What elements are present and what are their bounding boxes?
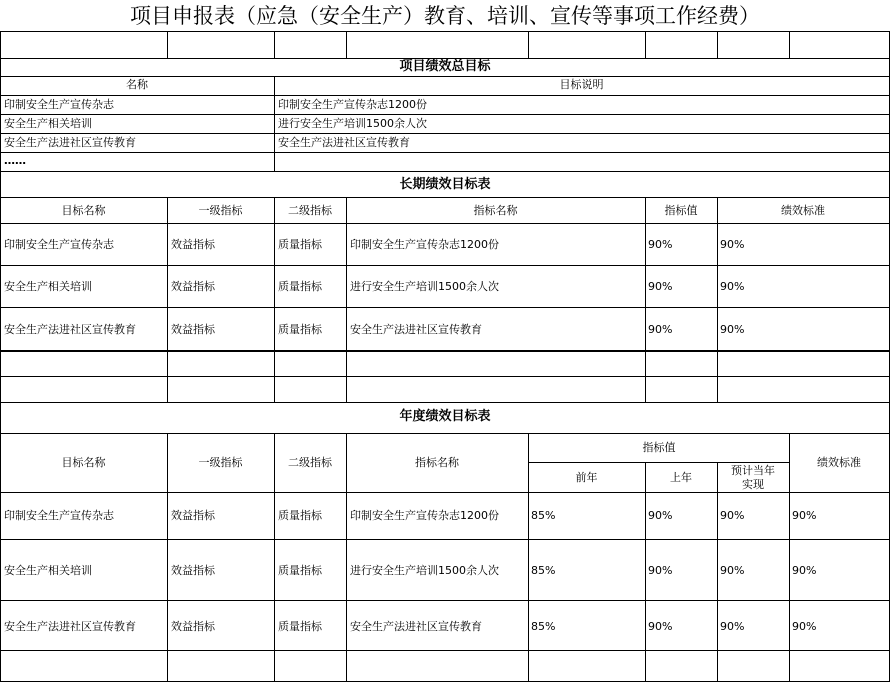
longterm-cell-indicator: 安全生产法进社区宣传教育: [350, 323, 482, 336]
grid-line: [0, 152, 890, 153]
grid-line: [0, 492, 890, 493]
annual-cell-goal: 安全生产法进社区宣传教育: [4, 620, 136, 633]
longterm-header-level2: 二级指标: [288, 204, 332, 217]
overall-ellipsis: ……: [4, 154, 26, 167]
annual-header-level1: 一级指标: [198, 456, 243, 469]
overall-row-name: 印制安全生产宣传杂志: [4, 98, 114, 111]
annual-header-expected: 实现: [742, 478, 764, 491]
annual-header-goal: 目标名称: [61, 456, 106, 469]
longterm-cell-standard: 90%: [720, 238, 745, 251]
annual-cell-level2: 质量指标: [278, 564, 322, 577]
grid-line: [0, 307, 890, 308]
grid-line: [0, 539, 890, 540]
longterm-header-indicator: 指标名称: [473, 204, 518, 217]
annual-header-level2: 二级指标: [288, 456, 332, 469]
longterm-header-level1: 一级指标: [198, 204, 243, 217]
annual-header-standard: 绩效标准: [817, 456, 861, 469]
overall-row-desc: 进行安全生产培训1500余人次: [278, 117, 427, 130]
longterm-cell-value: 90%: [648, 238, 673, 251]
annual-cell-expected: 90%: [720, 564, 745, 577]
annual-cell-level1: 效益指标: [171, 564, 215, 577]
longterm-cell-value: 90%: [648, 280, 673, 293]
grid-line: [0, 223, 890, 224]
annual-cell-expected: 90%: [720, 620, 745, 633]
longterm-header-value: 指标值: [664, 204, 698, 217]
grid-line: [717, 197, 718, 402]
overall-col-name: 名称: [126, 78, 148, 91]
longterm-cell-level1: 效益指标: [171, 238, 215, 251]
grid-line: [0, 114, 890, 115]
grid-line: [528, 31, 529, 58]
annual-cell-level2: 质量指标: [278, 509, 322, 522]
longterm-cell-value: 90%: [648, 323, 673, 336]
annual-cell-indicator: 印制安全生产宣传杂志1200份: [350, 509, 499, 522]
annual-header-last-year: 上年: [670, 471, 692, 484]
grid-line: [789, 433, 790, 682]
grid-line: [346, 433, 347, 682]
longterm-cell-level1: 效益指标: [171, 280, 215, 293]
annual-cell-level1: 效益指标: [171, 620, 215, 633]
longterm-cell-goal: 安全生产法进社区宣传教育: [4, 323, 136, 336]
grid-line: [645, 31, 646, 58]
grid-line: [167, 433, 168, 682]
grid-line: [346, 197, 347, 402]
annual-cell-goal: 印制安全生产宣传杂志: [4, 509, 114, 522]
annual-cell-level2: 质量指标: [278, 620, 322, 633]
grid-line: [0, 197, 890, 198]
longterm-cell-indicator: 进行安全生产培训1500余人次: [350, 280, 499, 293]
annual-cell-indicator: 进行安全生产培训1500余人次: [350, 564, 499, 577]
annual-header-value-group: 指标值: [642, 441, 676, 454]
longterm-goal-heading: 长期绩效目标表: [399, 177, 491, 192]
grid-line: [717, 462, 718, 682]
longterm-cell-level1: 效益指标: [171, 323, 215, 336]
longterm-cell-indicator: 印制安全生产宣传杂志1200份: [350, 238, 499, 251]
longterm-cell-level2: 质量指标: [278, 238, 322, 251]
grid-line: [274, 197, 275, 402]
overall-row-desc: 印制安全生产宣传杂志1200份: [278, 98, 427, 111]
annual-cell-standard: 90%: [792, 509, 817, 522]
overall-row-name: 安全生产相关培训: [4, 117, 92, 130]
grid-line: [0, 350, 890, 352]
annual-cell-indicator: 安全生产法进社区宣传教育: [350, 620, 482, 633]
grid-line: [0, 31, 1, 682]
annual-cell-level1: 效益指标: [171, 509, 215, 522]
grid-line: [0, 433, 890, 434]
longterm-cell-standard: 90%: [720, 323, 745, 336]
annual-header-indicator: 指标名称: [415, 456, 459, 469]
grid-line: [0, 265, 890, 266]
overall-row-name: 安全生产法进社区宣传教育: [4, 136, 136, 149]
annual-cell-prev-year: 85%: [531, 564, 556, 577]
annual-cell-goal: 安全生产相关培训: [4, 564, 92, 577]
grid-line: [0, 133, 890, 134]
longterm-header-goal: 目标名称: [61, 204, 106, 217]
grid-line: [645, 197, 646, 402]
annual-cell-last-year: 90%: [648, 620, 673, 633]
longterm-header-standard: 绩效标准: [781, 204, 825, 217]
annual-cell-last-year: 90%: [648, 564, 673, 577]
annual-goal-heading: 年度绩效目标表: [399, 409, 491, 424]
grid-line: [167, 197, 168, 402]
overall-goal-heading: 项目绩效总目标: [399, 59, 491, 74]
grid-line: [0, 171, 890, 172]
grid-line: [274, 433, 275, 682]
grid-line: [167, 31, 168, 58]
annual-cell-prev-year: 85%: [531, 620, 556, 633]
grid-line: [717, 31, 718, 58]
annual-cell-standard: 90%: [792, 620, 817, 633]
grid-line: [0, 31, 890, 32]
grid-line: [0, 76, 890, 77]
grid-line: [528, 462, 790, 463]
grid-line: [0, 376, 890, 377]
longterm-cell-goal: 安全生产相关培训: [4, 280, 92, 293]
grid-line: [0, 600, 890, 601]
grid-line: [274, 31, 275, 58]
grid-line: [0, 402, 890, 403]
annual-cell-expected: 90%: [720, 509, 745, 522]
overall-row-desc: 安全生产法进社区宣传教育: [278, 136, 410, 149]
annual-cell-prev-year: 85%: [531, 509, 556, 522]
longterm-cell-goal: 印制安全生产宣传杂志: [4, 238, 114, 251]
grid-line: [0, 95, 890, 96]
overall-col-desc: 目标说明: [559, 78, 604, 91]
longterm-cell-level2: 质量指标: [278, 323, 322, 336]
annual-header-expected: 预计当年: [731, 464, 775, 477]
grid-line: [789, 31, 790, 58]
grid-line: [645, 462, 646, 682]
page-title: 项目申报表（应急（安全生产）教育、培训、宣传等事项工作经费）: [130, 4, 760, 28]
annual-header-prev-year: 前年: [575, 471, 598, 484]
annual-cell-standard: 90%: [792, 564, 817, 577]
annual-cell-last-year: 90%: [648, 509, 673, 522]
longterm-cell-standard: 90%: [720, 280, 745, 293]
grid-line: [346, 31, 347, 58]
longterm-cell-level2: 质量指标: [278, 280, 322, 293]
grid-line: [0, 650, 890, 651]
